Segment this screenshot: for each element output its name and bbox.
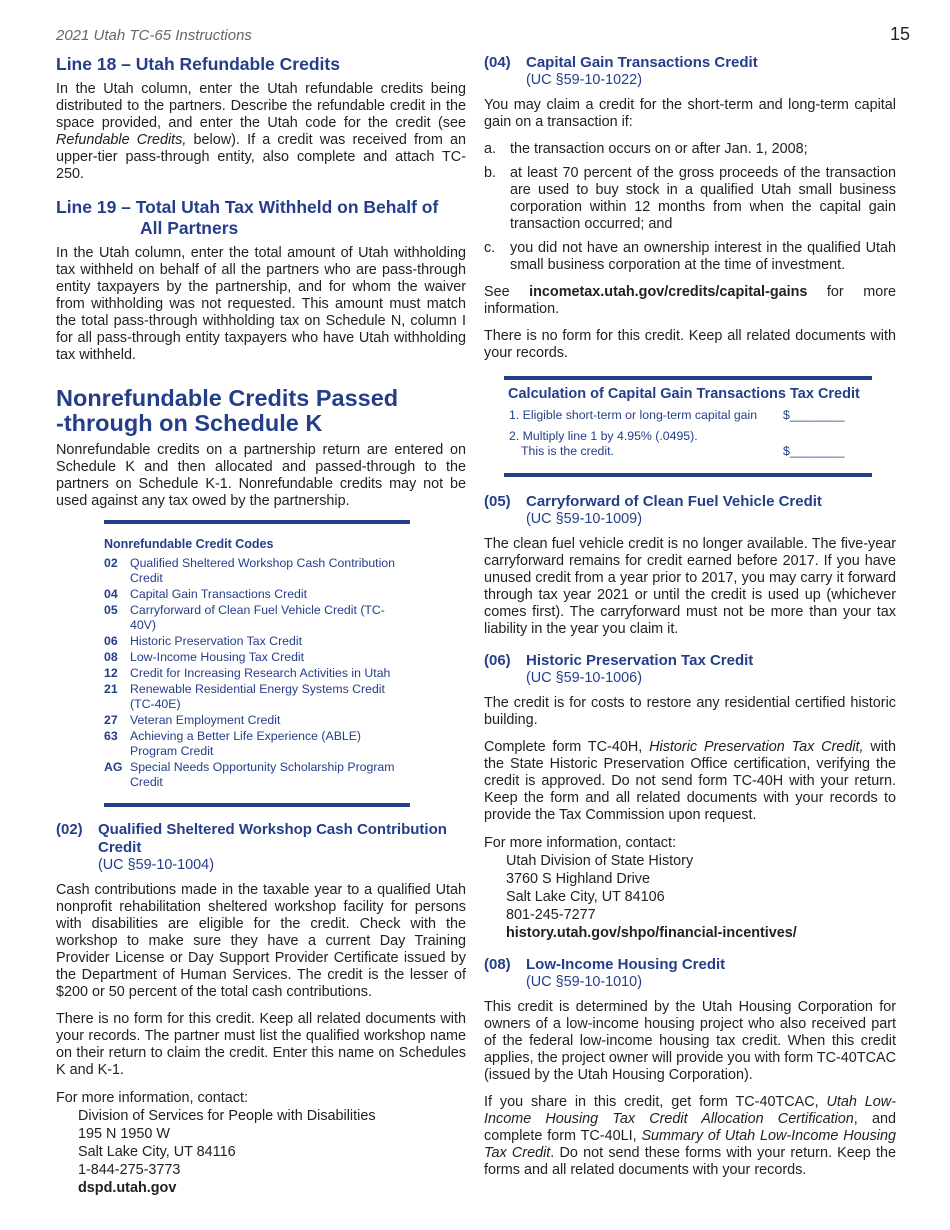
credit02-contact: For more information, contact: Division of Services for People with Disabilities 195 N 1950 W Salt Lake City, UT 84116 1-844-275-3773 dspd.utah.gov (56, 1089, 466, 1197)
credit06-paragraph-2: Complete form TC-40H, Historic Preservation Tax Credit, with the State Historic Preservation Office certification, verifying the credit is approved. Do not send form TC-40H with your return. Keep the form and all related documents with your records to provide the Tax Commission upon request. (484, 739, 896, 823)
running-header: 2021 Utah TC-65 Instructions (56, 27, 252, 44)
credit04-conditions (484, 141, 896, 274)
calculation-box (504, 376, 872, 477)
list-item: b. at least 70 percent of the gross proceeds of the transaction are used to buy stock in a qualified Utah small business corporation within 12 months from when the capital gain transaction occurred; and (484, 165, 896, 232)
code-row: 12 Credit for Increasing Research Activities in Utah (104, 666, 391, 680)
credit04-noform: There is no form for this credit. Keep all related documents with your records. (484, 328, 896, 361)
nonrefundable-heading: Nonrefundable Credits Passed -through on Schedule K (56, 385, 399, 436)
calc-title: Calculation of Capital Gain Transactions Tax Credit (508, 386, 860, 402)
line19-heading: Line 19 – Total Utah Tax Withheld on Behalf of All Partners (56, 197, 439, 238)
right-column (484, 52, 896, 1189)
credit08-paragraph-2: If you share in this credit, get form TC-40TCAC, Utah Low-Income Housing Tax Credit Allocation Certification, and complete form TC-40LI, Summary of Utah Low-Income Housing Tax Credit. Do not send these forms with your return. Keep the forms and all related documents with your records. (484, 1094, 897, 1178)
calc-row-1: 1. Eligible short-term or long-term capital gain $________ (509, 408, 845, 422)
code-row: 02 Qualified Sheltered Workshop Cash Contribution Credit (104, 556, 395, 585)
credit06-paragraph-1: The credit is for costs to restore any residential certified historic building. (484, 695, 896, 728)
credit05-paragraph: The clean fuel vehicle credit is no longer available. The five-year carryforward remains for credit earned before 2017. If you have unused credit from a year prior to 2017, you may carry it forward through tax year 2021 or until the credit is used up (whichever comes first). The carryforward must not be more than your tax liability in the year you claim it. (484, 536, 896, 637)
credit04-heading: (04) Capital Gain Transactions Credit (UC §59-10-1022) (484, 54, 758, 88)
history-website: history.utah.gov/shpo/financial-incentives/ (506, 925, 797, 941)
credit08-heading: (08) Low-Income Housing Credit (UC §59-10-1010) (484, 956, 726, 990)
code-row: 05 Carryforward of Clean Fuel Vehicle Credit (TC-40V) (104, 603, 385, 632)
page-number: 15 (889, 24, 910, 44)
credit04-see-more: See incometax.utah.gov/credits/capital-gains for more information. (484, 284, 896, 317)
line18-paragraph: In the Utah column, enter the Utah refundable credits being distributed to the partners. Describe the refundable credit in the space provided, and enter the Utah code for the credit (see Refundable Credits, below). If a credit was received from an upper-tier pass-through entity, also complete and attach TC-250. (56, 81, 466, 182)
credit02-heading: (02) Qualified Sheltered Workshop Cash Contribution Credit (UC §59-10-1004) (56, 821, 447, 873)
credit08-paragraph-1: This credit is determined by the Utah Housing Corporation for owners of a low-income housing project who also received part of the federal low-income housing tax credit. When this credit applies, the project owner will provide you with form TC-40TCAC (issued by the Utah Housing Corporation). (484, 999, 896, 1083)
capital-gains-link: incometax.utah.gov/credits/capital-gains (529, 284, 808, 300)
code-row: 27 Veteran Employment Credit (104, 713, 281, 727)
code-row: 63 Achieving a Better Life Experience (ABLE) Program Credit (104, 729, 362, 758)
code-row: 08 Low-Income Housing Tax Credit (104, 650, 305, 664)
list-item: a. the transaction occurs on or after Jan. 1, 2008; (484, 141, 808, 157)
list-item: c. you did not have an ownership interest in the qualified Utah small business corporation at the time of investment. (484, 240, 896, 273)
code-row: AG Special Needs Opportunity Scholarship Program Credit (104, 760, 395, 789)
credit02-paragraph-1: Cash contributions made in the taxable year to a qualified Utah nonprofit rehabilitation sheltered workshop facility for persons with disabilities are eligible for the credit. Check with the workshop to make sure they have a current Day Training Provider License or Day Support Provider Certificate issued by the Department of Human Services. The credit is the lesser of $200 or 50 percent of the total cash contributions. (56, 882, 466, 1000)
dspd-website: dspd.utah.gov (78, 1180, 177, 1196)
line18-heading: Line 18 – Utah Refundable Credits (56, 54, 340, 74)
code-row: 06 Historic Preservation Tax Credit (104, 634, 302, 648)
credit06-heading: (06) Historic Preservation Tax Credit (UC §59-10-1006) (484, 652, 754, 686)
credit02-paragraph-2: There is no form for this credit. Keep all related documents with your records. The partner must list the qualified workshop name on their return to claim the credit. Enter this name on Schedules K and K-1. (56, 1011, 466, 1078)
calc-row-2: 2. Multiply line 1 by 4.95% (.0495). This is the credit. $________ (509, 429, 845, 458)
left-column (56, 52, 466, 1207)
line19-paragraph: In the Utah column, enter the total amount of Utah withholding tax withheld on behalf of all the partners who are pass-through entity taxpayers by the partnership, and for whom the waiver from withholding was not requested. This amount must match the total pass-through withholding tax on Schedule N, column I for all pass-through entity taxpayers who have Utah withholding tax withheld. (56, 245, 466, 363)
credit05-heading: (05) Carryforward of Clean Fuel Vehicle Credit (UC §59-10-1009) (484, 493, 822, 527)
nonrefundable-codes-box (104, 520, 410, 807)
credit06-contact: For more information, contact: Utah Division of State History 3760 S Highland Drive Salt Lake City, UT 84106 801-245-7277 history.utah.gov/shpo/financial-incentives/ (484, 834, 896, 942)
codes-title: Nonrefundable Credit Codes (104, 537, 274, 551)
code-row: 04 Capital Gain Transactions Credit (104, 587, 308, 601)
code-row: 21 Renewable Residential Energy Systems Credit (TC-40E) (104, 682, 385, 711)
nonrefundable-paragraph: Nonrefundable credits on a partnership return are entered on Schedule K and then allocated and passed-through to the partners on Schedule K-1. Nonrefundable credits may not be used against any tax owed by the partnership. (56, 442, 466, 509)
credit04-intro: You may claim a credit for the short-term and long-term capital gain on a transaction if: (484, 97, 896, 130)
